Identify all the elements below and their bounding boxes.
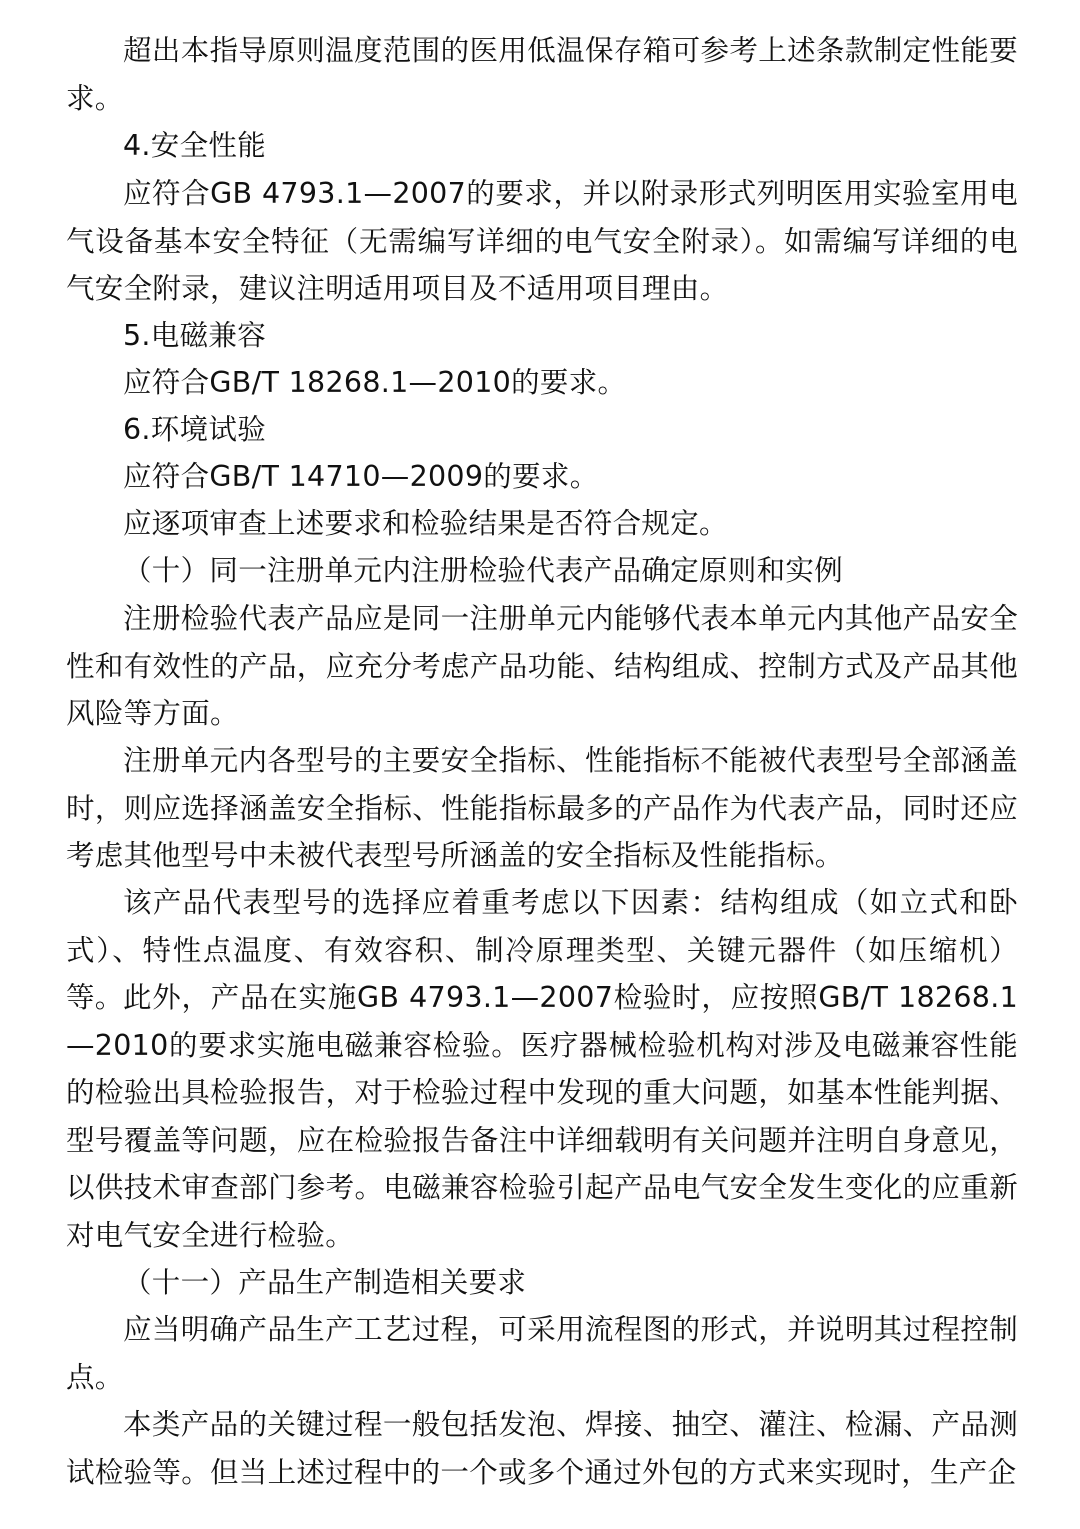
paragraph-review-requirements: 应逐项审查上述要求和检验结果是否符合规定。 (123, 507, 728, 540)
paragraph-emc-standard: 应符合GB/T 18268.1—2010的要求。 (123, 366, 627, 399)
paragraph-model-coverage: 注册单元内各型号的主要安全指标、性能指标不能被代表型号全部涵盖时，则应选择涵盖安全指标、性能指标最多的产品作为代表产品，同时还应考虑其他型号中未被代表型号所涵盖的安全指标及性能指标。 (66, 744, 1018, 872)
paragraph-environment-standard: 应符合GB/T 14710—2009的要求。 (123, 460, 599, 493)
heading-section-eleven: （十一）产品生产制造相关要求 (123, 1266, 527, 1299)
paragraph-production-process: 应当明确产品生产工艺过程，可采用流程图的形式，并说明其过程控制点。 (66, 1313, 1018, 1394)
paragraph-representative-product: 注册检验代表产品应是同一注册单元内能够代表本单元内其他产品安全性和有效性的产品，应充分考虑产品功能、结构组成、控制方式及产品其他风险等方面。 (66, 602, 1018, 730)
paragraph-emc-testing: 此外，产品在实施GB 4793.1—2007检验时，应按照GB/T 18268.1—2010的要求实施电磁兼容检验。医疗器械检验机构对涉及电磁兼容性能的检验出具检验报告，对于检验过程中发现的重大问题，如基本性能判据、型号覆盖等问题，应在检验报告备注中详细载明有关问题并注明自身意见，以供技术审查部门参考。电磁兼容检验引起产品电气安全发生变化的应重新对电气安全进行检验。 (66, 981, 1018, 1252)
heading-safety-performance: 4.安全性能 (123, 129, 266, 162)
paragraph-temperature-range: 超出本指导原则温度范围的医用低温保存箱可参考上述条款制定性能要求。 (66, 34, 1018, 115)
paragraph-safety-requirements: 应符合GB 4793.1—2007的要求，并以附录形式列明医用实验室用电气设备基本安全特征（无需编写详细的电气安全附录）。如需编写详细的电气安全附录，建议注明适用项目及不适用项目理由。 (66, 177, 1018, 305)
heading-section-ten: （十）同一注册单元内注册检验代表产品确定原则和实例 (123, 554, 844, 587)
paragraph-model-selection-factors: 该产品代表型号的选择应着重考虑以下因素：结构组成（如立式和卧式）、特性点温度、有效容积、制冷原理类型、关键元器件（如压缩机）等。 (66, 886, 1018, 1014)
heading-environment-test: 6.环境试验 (123, 413, 266, 446)
paragraph-key-processes: 本类产品的关键过程一般包括发泡、焊接、抽空、灌注、检漏、产品测试检验等。但当上述过程中的一个或多个通过外包的方式来实现时，生产企 (66, 1408, 1018, 1489)
heading-emc: 5.电磁兼容 (123, 319, 266, 352)
